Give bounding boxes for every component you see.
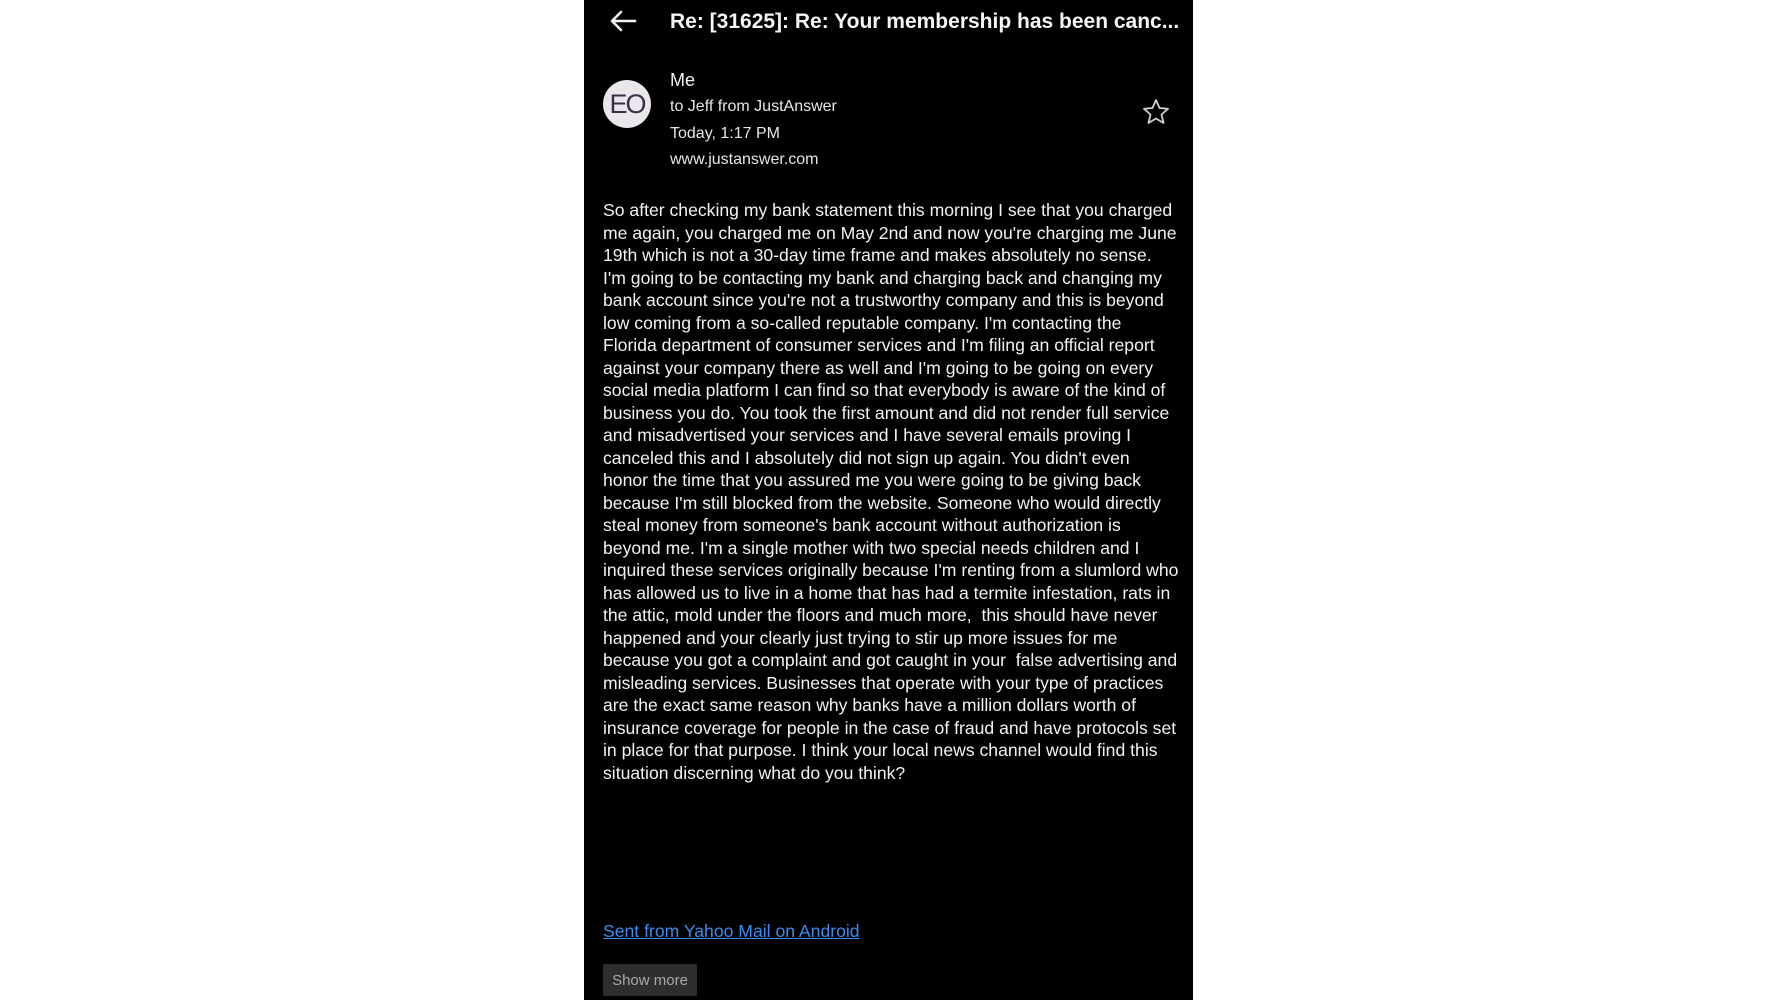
top-bar bbox=[584, 0, 1193, 46]
back-button[interactable] bbox=[606, 6, 640, 36]
avatar[interactable]: EO bbox=[603, 80, 651, 128]
arrow-left-icon bbox=[609, 9, 637, 33]
show-more-button[interactable]: Show more bbox=[603, 964, 697, 996]
recipient-line: to Jeff from JustAnswer bbox=[670, 98, 837, 115]
email-view bbox=[584, 0, 1193, 1000]
star-outline-icon bbox=[1141, 97, 1171, 127]
yahoo-mail-signature-link[interactable]: Sent from Yahoo Mail on Android bbox=[603, 921, 860, 941]
sent-date: Today, 1:17 PM bbox=[670, 125, 780, 142]
sender-domain: www.justanswer.com bbox=[670, 151, 819, 168]
email-body: So after checking my bank statement this morning I see that you charged me again, you charged me on May 2nd and now you're charging me June 19th which is not a 30-day time frame and makes absolutely no sense. I'm going to be contacting my bank and charging back and changing my bank account since you're not a trustworthy company and this is beyond low coming from a so-called reputable company. I'm contacting the Florida department of consumer services and I'm filing an official report against your company there as well and I'm going to be going on every social media platform I can find so that everybody is aware of the kind of business you do. You took the first amount and did not render full service and misadvertised your services and I have several emails proving I canceled this and I absolutely did not sign up again. You didn't even honor the time that you assured me you were going to be giving back because I'm still blocked from the website. Someone who would directly steal money from someone's bank account without authorization is beyond me. I'm a single mother with two special needs children and I inquired these services originally because I'm renting from a slumlord who has allowed us to live in a home that has had a termite infestation, rats in the attic, mold under the floors and much more, this should have never happened and your clearly just trying to stir up more issues for me because you got a complaint and got caught in your false advertising and misleading services. Businesses that operate with your type of practices are the exact same reason why banks have a million dollars worth of insurance coverage for people in the case of fraud and have protocols set in place for that purpose. I think your local news channel would find this situation discerning what do you think? bbox=[603, 200, 1184, 783]
email-subject: Re: [31625]: Re: Your membership has been canc... bbox=[670, 10, 1180, 33]
star-button[interactable] bbox=[1141, 97, 1171, 127]
sender-name: Me bbox=[670, 70, 696, 90]
